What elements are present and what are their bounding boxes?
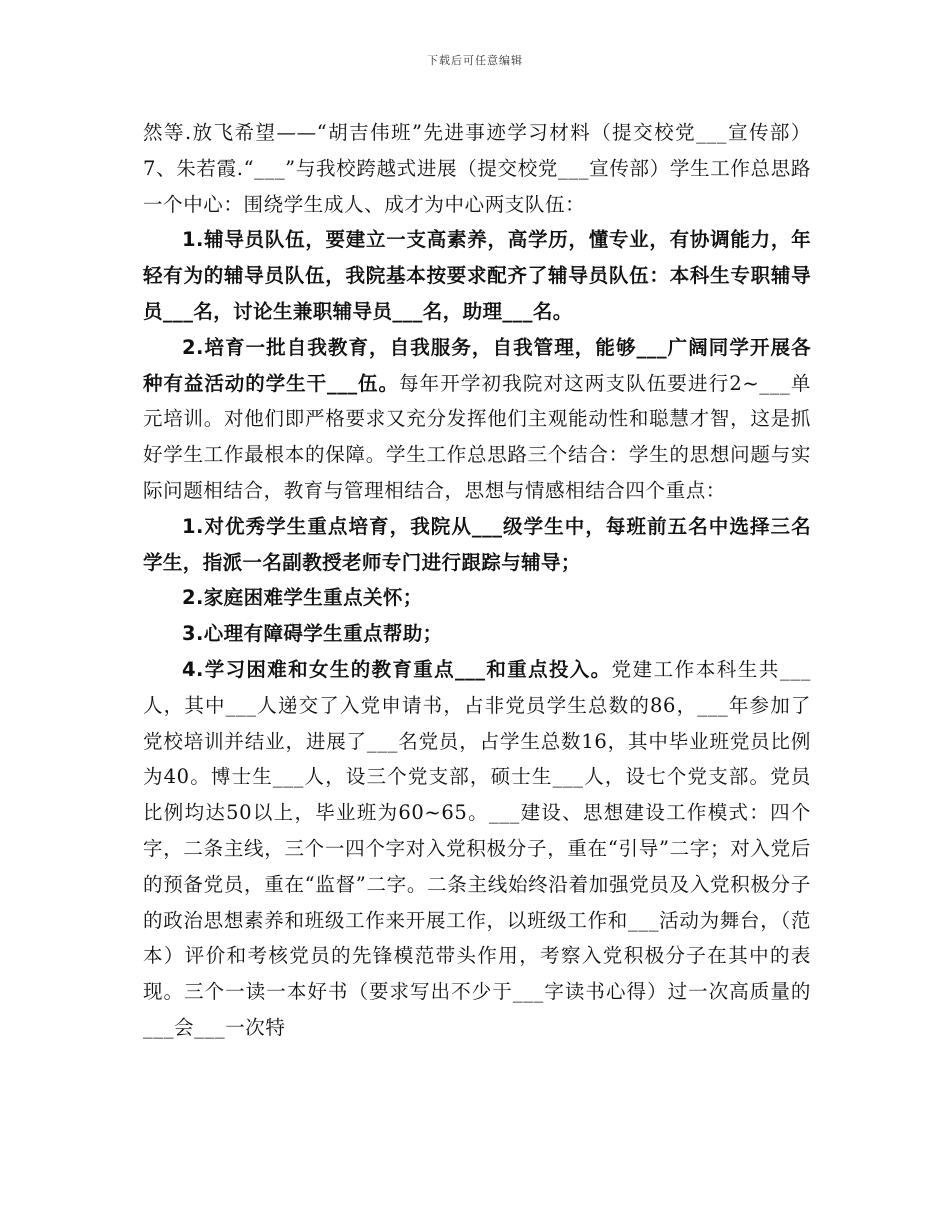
paragraph-key-point-1: 1.对优秀学生重点培育，我院从___级学生中，每班前五名中选择三名学生，指派一名副教授老师专门进行跟踪与辅导； xyxy=(143,514,811,574)
document-body xyxy=(143,115,811,1046)
paragraph-body: 每年开学初我院对这两支队伍要进行2~___单元培训。对他们即严格要求又充分发挥他们主观能动性和聪慧才智，这是抓好学生工作最根本的保障。学生工作总思路三个结合：学生的思想问题与实际问题相结合，教育与管理相结合，思想与情感相结合四个重点： xyxy=(143,371,811,502)
paragraph-body: 党建工作本科生共___人，其中___人递交了入党申请书，占非党员学生总数的86，___年参加了党校培训并结业，进展了___名党员，占学生总数16，其中毕业班党员比例为40。博士生___人，设三个党支部，硕士生___人，设七个党支部。党员比例均达50以上，毕业班为60~65。___建设、思想建设工作模式：四个字，二条主线，三个一四个字对入党积极分子，重在“引导”二字；对入党后的预备党员，重在“监督”二字。二条主线始终沿着加强党员及入党积极分子的政治思想素养和班级工作来开展工作，以班级工作和___活动为舞台，（范本）评价和考核党员的先锋模范带头作用，考察入党积极分子在其中的表现。三个一读一本好书（要求写出不少于___字读书心得）过一次高质量的___会___一次特 xyxy=(143,657,811,1039)
paragraph-counselor-team: 1.辅导员队伍，要建立一支高素养，高学历，懂专业，有协调能力，年轻有为的辅导员队伍，我院基本按要求配齐了辅导员队伍：本科生专职辅导员___名，讨论生兼职辅导员___名，助理___名。 xyxy=(143,228,811,323)
paragraph-bold-lead: 4.学习困难和女生的教育重点___和重点投入。 xyxy=(182,657,612,681)
page-header: 下载后可任意编辑 xyxy=(427,54,523,67)
paragraph-key-point-2: 2.家庭困难学生重点关怀； xyxy=(182,586,423,610)
paragraph-key-point-3: 3.心理有障碍学生重点帮助； xyxy=(182,622,443,646)
paragraph-student-cadres xyxy=(143,330,811,509)
paragraph-intro: 然等.放飞希望——“胡吉伟班”先进事迹学习材料（提交校党___宣传部）7、朱若霞.“___”与我校跨越式进展（提交校党___宣传部）学生工作总思路一个中心：围绕学生成人、成才为中心两支队伍： xyxy=(143,121,811,216)
paragraph-key-point-4 xyxy=(143,652,811,1046)
paragraph-bold-lead: 2.培育一批自我教育，自我服务，自我管理，能够___广阔同学开展各种有益活动的学生干___伍。 xyxy=(143,335,811,395)
